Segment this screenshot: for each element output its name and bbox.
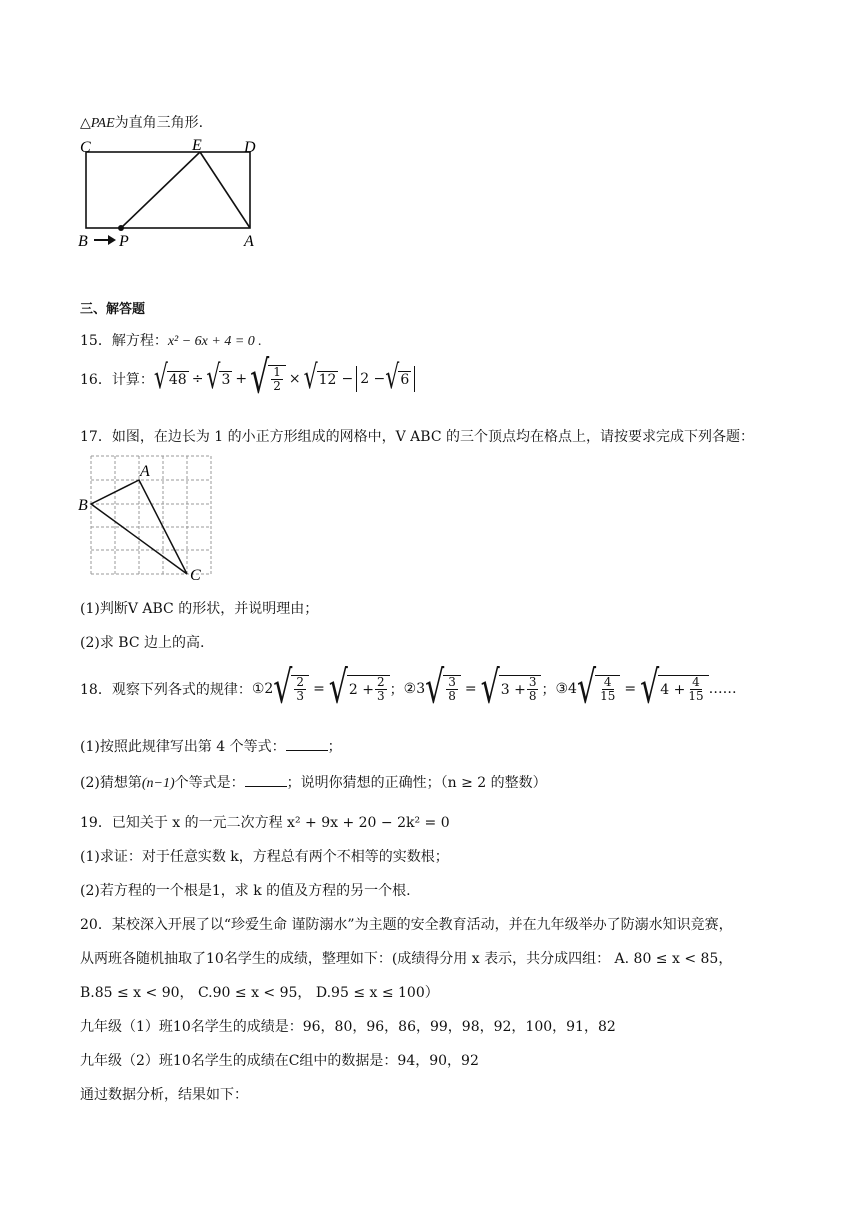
- q19-part2: (2)若方程的一个根是1，求 k 的值及方程的另一个根.: [80, 883, 411, 899]
- grid-figure: [74, 452, 224, 584]
- q18-expr3-coef: ③4: [555, 681, 577, 697]
- q18-ellipsis: ……: [708, 681, 737, 697]
- label-B: B: [78, 233, 88, 248]
- question-17: 17．如图，在边长为 1 的小正方形组成的网格中，V ABC 的三个顶点均在格点上，请按要求完成下列各题：: [80, 429, 755, 445]
- label-C: C: [80, 139, 91, 156]
- question-15: [80, 330, 262, 350]
- question-20-line1: 20．某校深入开展了以“珍爱生命 谨防溺水”为主题的安全教育活动，并在九年级举办了防溺水知识竞赛，: [80, 917, 733, 933]
- abs-value: 2 − √ 6: [356, 366, 415, 392]
- q18-sep1: ；: [389, 682, 404, 698]
- q16-op3: ×: [288, 371, 301, 387]
- q18-expr1-sqrt: √ $\frac{2}{3}$: [273, 674, 309, 704]
- q18-expr1-rhs: √ 2 + $\frac{2}{3}$: [329, 674, 390, 704]
- label-D: D: [244, 139, 256, 156]
- q16-label: 16．计算：: [80, 372, 154, 388]
- question-20-line3: B.85 ≤ x < 90， C.90 ≤ x < 95， D.95 ≤ x ≤ 100）: [80, 985, 439, 1001]
- q15-equation: x² − 6x + 4 = 0 .: [167, 334, 262, 349]
- arrow-head-icon: [108, 235, 116, 245]
- answer-blank-1[interactable]: [286, 738, 328, 751]
- sqrt-12: √ 12: [303, 359, 337, 397]
- question-16: [80, 352, 415, 405]
- triangle-name: PAE: [90, 116, 115, 131]
- q16-op4: −: [341, 371, 354, 387]
- section-heading: 三、解答题: [80, 302, 146, 317]
- question-20-class2-scores: 九年级（2）班10名学生的成绩在C组中的数据是：94，90，92: [80, 1053, 479, 1069]
- grid-label-A: A: [140, 463, 150, 480]
- q18-eq3: =: [624, 681, 637, 697]
- grid-label-B: B: [78, 497, 88, 514]
- q18-part1: (1)按照此规律写出第 4 个等式： ；: [80, 739, 342, 755]
- segment-EA: [200, 152, 250, 228]
- point-P: [118, 225, 124, 231]
- q16-op2: +: [235, 371, 248, 387]
- q15-label: 15．解方程：: [80, 333, 168, 349]
- grid-label-C: C: [190, 567, 201, 584]
- q18-part2: (2)猜想第(n−1)个等式是： ；说明你猜想的正确性；（n ≥ 2 的整数）: [80, 775, 547, 791]
- sqrt-3: √ 3: [206, 359, 231, 397]
- answer-blank-2[interactable]: [245, 774, 287, 787]
- q17-part1: (1)判断V ABC 的形状，并说明理由；: [80, 601, 319, 617]
- top-sentence: 为直角三角形.: [114, 115, 204, 131]
- q18-expr1-coef: ①2: [251, 681, 274, 697]
- q18-eq1: =: [313, 681, 325, 697]
- q16-op1: ÷: [191, 371, 204, 387]
- q17-part2: (2)求 BC 边上的高.: [80, 635, 205, 651]
- q18-label: 18．观察下列各式的规律：: [80, 682, 252, 698]
- label-A: A: [244, 233, 254, 248]
- sqrt-half: √ $\frac{1}{2}$: [250, 364, 286, 394]
- q18-expr2-sqrt: √ $\frac{3}{8}$: [425, 674, 461, 704]
- question-18: [80, 662, 737, 715]
- q18-expr2-coef: ②3: [403, 681, 426, 697]
- question-20-line2: 从两班各随机抽取了10名学生的成绩，整理如下：(成绩得分用 x 表示，共分成四组： A. 80 ≤ x < 85，: [80, 951, 733, 967]
- sqrt-48: √ 48: [153, 359, 187, 397]
- question-19: 19．已知关于 x 的一元二次方程 x² + 9x + 20 − 2k² = 0: [80, 815, 450, 831]
- top-text: [80, 112, 203, 132]
- segment-PE: [121, 152, 200, 228]
- q19-part1: (1)求证：对于任意实数 k，方程总有两个不相等的实数根；: [80, 849, 449, 865]
- question-20-analysis: 通过数据分析，结果如下：: [80, 1087, 248, 1103]
- grid-lines: [91, 456, 211, 574]
- q18-expr3-sqrt: √ $\frac{4}{15}$: [577, 674, 620, 704]
- question-20-class1-scores: 九年级（1）班10名学生的成绩是：96，80，96，86，99，98，92，100，91，82: [80, 1019, 616, 1035]
- triangle-symbol: △: [80, 115, 91, 131]
- q18-expr2-rhs: √ 3 + $\frac{3}{8}$: [481, 674, 542, 704]
- q18-expr3-rhs: √ 4 + $\frac{4}{15}$: [640, 674, 709, 704]
- label-P: P: [119, 233, 129, 248]
- rectangle-figure: [76, 136, 266, 248]
- label-E: E: [192, 137, 202, 154]
- q18-sep2: ；: [541, 682, 556, 698]
- q18-eq2: =: [464, 681, 477, 697]
